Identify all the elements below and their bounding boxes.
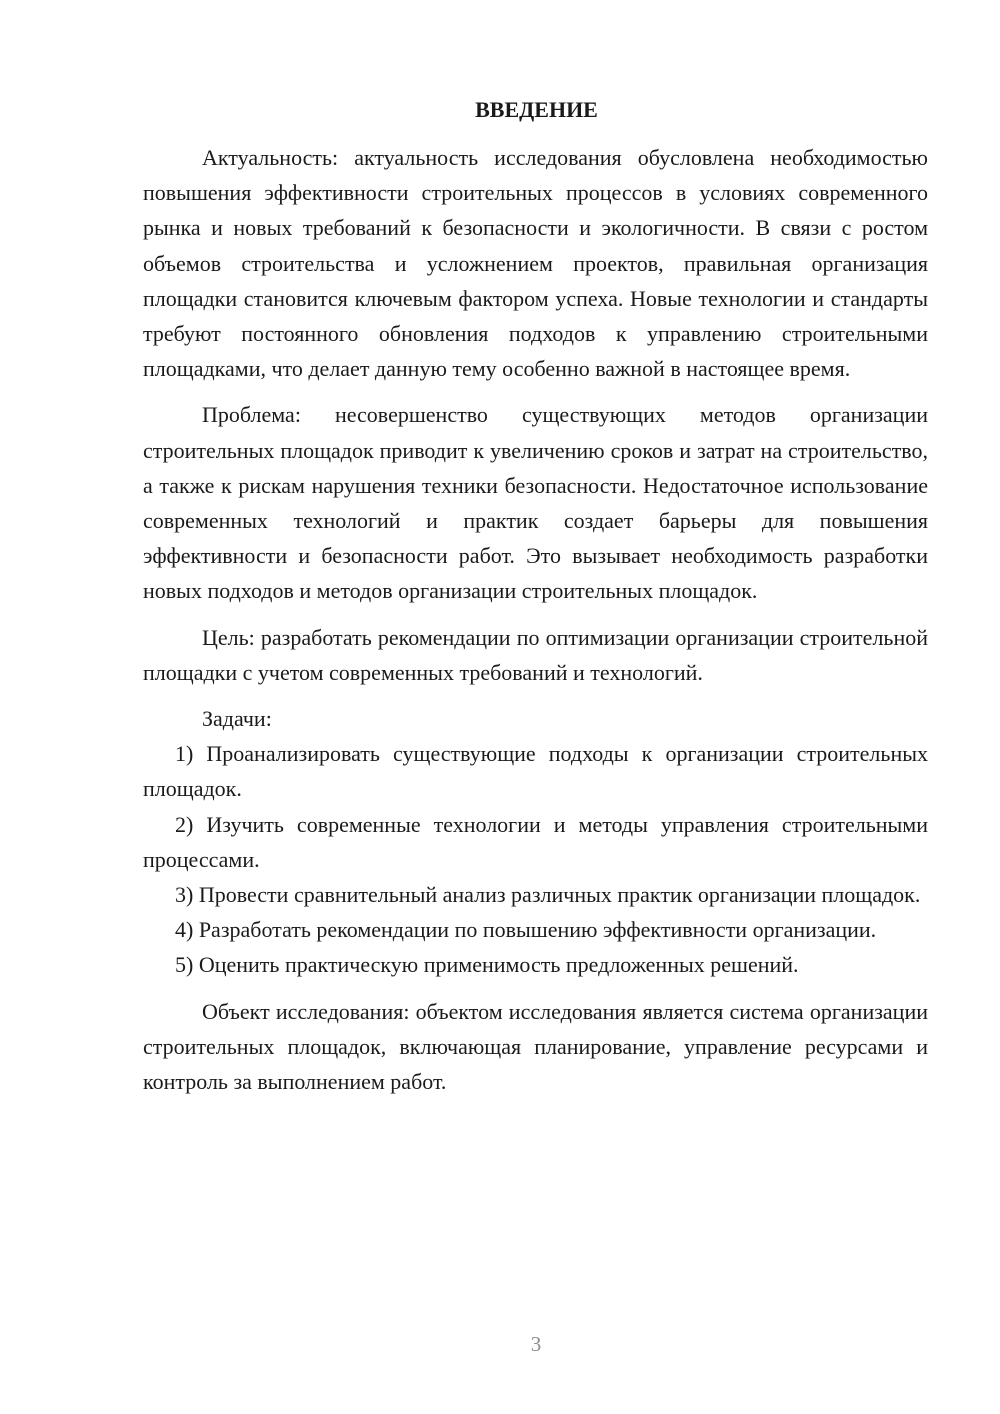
document-page: [143, 94, 928, 1099]
goal-paragraph: Цель: разработать рекомендации по оптимизации организации строительной площадки с учетом современных требований и технологий.: [143, 624, 928, 685]
task-item-1: 1) Проанализировать существующие подходы к организации строительных площадок.: [143, 741, 928, 802]
page-title: ВВЕДЕНИЕ: [475, 97, 598, 122]
task-item-4: 4) Разработать рекомендации по повышению эффективности организации.: [175, 917, 877, 943]
task-item-5: 5) Оценить практическую применимость предложенных решений.: [175, 952, 799, 978]
relevance-paragraph: Актуальность: актуальность исследования обусловлена необходимостью повышения эффективности строительных процессов в условиях современного рынка и новых требований к безопасности и экологичности. В связи с ростом объемов строительства и усложнением проектов, правильная организация площадки становится ключевым фактором успеха. Новые технологии и стандарты требуют постоянного обновления подходов к управлению строительными площадками, что делает данную тему особенно важной в настоящее время.: [143, 145, 928, 382]
object-paragraph: Объект исследования: объектом исследования является система организации строительных площадок, включающая планирование, управление ресурсами и контроль за выполнением работ.: [143, 998, 928, 1095]
problem-paragraph: Проблема: несовершенство существующих методов организации строительных площадок приводит к увеличению сроков и затрат на строительство, а также к рискам нарушения техники безопасности. Недостаточное использование современных технологий и практик создает барьеры для повышения эффективности и безопасности работ. Это вызывает необходимость разработки новых подходов и методов организации строительных площадок.: [143, 402, 928, 604]
page-number: 3: [530, 1332, 542, 1356]
task-item-3: 3) Провести сравнительный анализ различных практик организации площадок.: [175, 882, 921, 908]
tasks-heading: Задачи:: [202, 706, 272, 732]
task-item-2: 2) Изучить современные технологии и методы управления строительными процессами.: [143, 811, 928, 872]
